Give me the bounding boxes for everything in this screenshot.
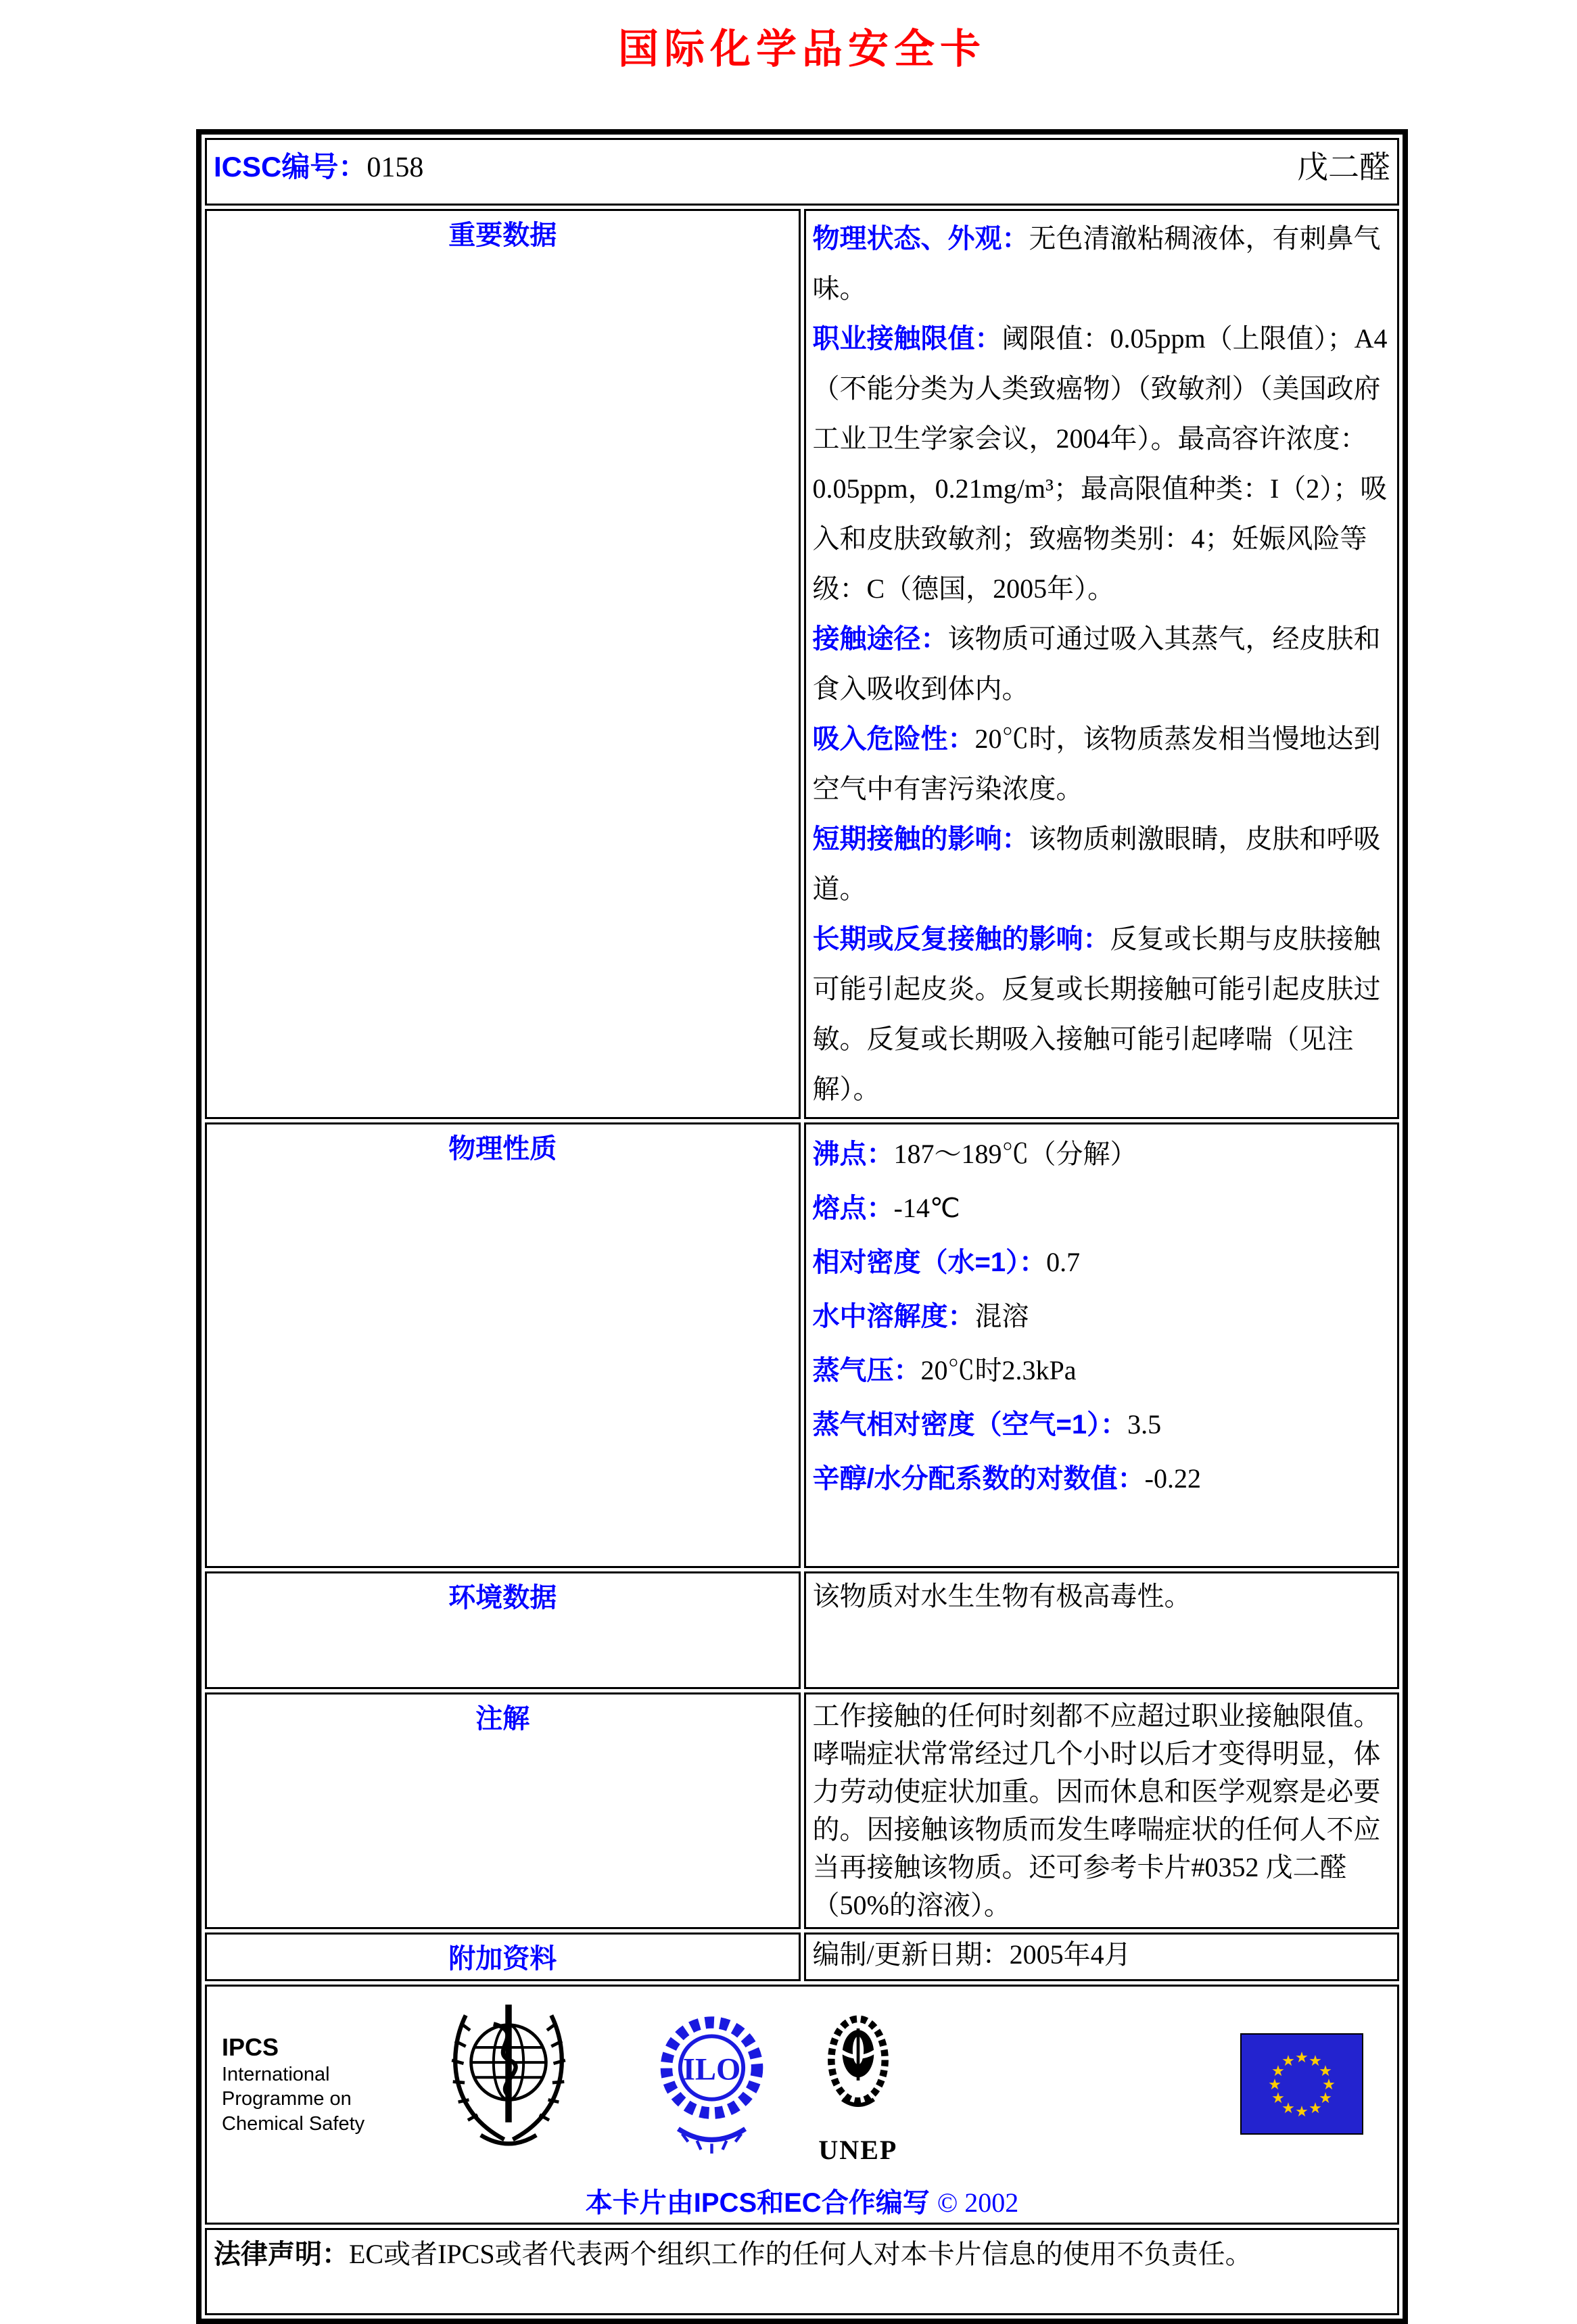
section-label-physical-properties: 物理性质: [205, 1122, 801, 1568]
unep-label: UNEP: [818, 2134, 898, 2165]
svg-text:★: ★: [1295, 2049, 1309, 2066]
physical-property-item: 沸点：187～189℃（分解）: [812, 1139, 1137, 1169]
icsc-number: [214, 145, 423, 185]
physical-properties-row: [205, 1122, 1399, 1568]
physical-property-item: 辛醇/水分配系数的对数值：-0.22: [812, 1463, 1201, 1494]
logos-row: [205, 1985, 1399, 2225]
section-label-environmental-data: 环境数据: [205, 1571, 801, 1689]
ilo-logo-icon: [653, 1999, 771, 2168]
eu-flag-icon: [1240, 2033, 1363, 2135]
important-data-item: 短期接触的影响：该物质刺激眼睛，皮肤和呼吸道。: [812, 824, 1381, 904]
unep-logo: [811, 2003, 905, 2166]
important-data-content: [804, 209, 1400, 1119]
svg-text:★: ★: [1309, 2100, 1322, 2117]
important-data-item: 职业接触限值：阈限值：0.05ppm（上限值）；A4（不能分类为人类致癌物）（致敏剂）（美国政府工业卫生学家会议，2004年）。最高容许浓度：0.05ppm，0.21mg/m³；最高限值种类：I（2）；吸入和皮肤致敏剂；致癌物类别：4；妊娠风险等级：C（德国，2005年）。: [812, 323, 1388, 604]
legal-cell: [205, 2228, 1399, 2315]
section-label-notes: 注解: [205, 1692, 801, 1929]
environmental-data-content: [804, 1571, 1400, 1689]
physical-property-item: 水中溶解度：混溶: [812, 1301, 1029, 1331]
notes-row: [205, 1692, 1399, 1929]
logos-cell: [205, 1985, 1399, 2225]
svg-text:★: ★: [1271, 2063, 1285, 2080]
environmental-data-text: 该物质对水生生物有极高毒性。: [812, 1581, 1192, 1611]
header-cell: [205, 138, 1399, 206]
svg-text:★: ★: [1309, 2053, 1322, 2070]
physical-property-item: 蒸气压：20℃时2.3kPa: [812, 1355, 1077, 1385]
chemical-name: 戊二醛: [1297, 150, 1390, 185]
physical-property-item: 熔点：-14℃: [812, 1193, 960, 1223]
footer-caption-text: 本卡片由IPCS和EC合作编写: [585, 2188, 930, 2218]
section-label-additional-info: 附加资料: [205, 1932, 801, 1981]
important-data-row: [205, 209, 1399, 1119]
svg-text:★: ★: [1281, 2100, 1295, 2117]
who-logo-icon: [444, 1996, 573, 2172]
svg-text:ILO: ILO: [682, 2052, 741, 2087]
important-data-item: 接触途径：该物质可通过吸入其蒸气，经皮肤和食入吸收到体内。: [812, 623, 1381, 704]
physical-properties-content: [804, 1122, 1400, 1568]
legal-row: [205, 2228, 1399, 2315]
additional-info-text: 编制/更新日期：2005年4月: [812, 1939, 1131, 1970]
page-title: 国际化学品安全卡: [618, 27, 986, 72]
footer-caption-year: © 2002: [937, 2187, 1019, 2218]
physical-property-item: 蒸气相对密度（空气=1）：3.5: [812, 1409, 1162, 1440]
svg-text:★: ★: [1319, 2063, 1332, 2080]
svg-text:★: ★: [1319, 2090, 1332, 2107]
ipcs-text-block: IPCS International Programme on Chemical Safety: [222, 2033, 365, 2135]
ipcs-title: IPCS: [222, 2033, 279, 2062]
legal-notice: [214, 2233, 1390, 2271]
legal-text: EC或者IPCS或者代表两个组织工作的任何人对本卡片信息的使用不负责任。: [349, 2239, 1252, 2269]
legal-label: 法律声明：: [214, 2239, 349, 2269]
svg-text:★: ★: [1268, 2077, 1281, 2093]
header-row: [205, 138, 1399, 206]
icsc-card-table: [196, 129, 1408, 2324]
svg-text:★: ★: [1322, 2077, 1336, 2093]
important-data-item: 长期或反复接触的影响：反复或长期与皮肤接触可能引起皮炎。反复或长期接触可能引起皮肤过敏。反复或长期吸入接触可能引起哮喘（见注解）。: [812, 924, 1381, 1104]
page: [196, 17, 1408, 2324]
notes-content: [804, 1692, 1400, 1929]
additional-info-row: [205, 1932, 1399, 1981]
section-label-important-data: 重要数据: [205, 209, 801, 1119]
svg-text:★: ★: [1295, 2104, 1309, 2120]
icsc-number-label: ICSC编号：: [214, 151, 367, 183]
svg-text:★: ★: [1281, 2053, 1295, 2070]
physical-property-item: 相对密度（水=1）：0.7: [812, 1247, 1081, 1277]
important-data-item: 物理状态、外观：无色清澈粘稠液体，有刺鼻气味。: [812, 223, 1381, 304]
important-data-item: 吸入危险性：20℃时，该物质蒸发相当慢地达到空气中有害污染浓度。: [812, 724, 1381, 804]
additional-info-content: [804, 1932, 1400, 1981]
footer-caption: [214, 2181, 1390, 2220]
unep-logo-icon: [811, 2003, 905, 2138]
environmental-data-row: [205, 1571, 1399, 1689]
notes-text: 工作接触的任何时刻都不应超过职业接触限值。哮喘症状常常经过几个小时以后才变得明显，体力劳动使症状加重。因而休息和医学观察是必要的。因接触该物质而发生哮喘症状的任何人不应当再接触该物质。还可参考卡片#0352 戊二醛（50%的溶液）。: [812, 1701, 1381, 1920]
icsc-number-value: 0158: [367, 152, 424, 183]
svg-text:★: ★: [1271, 2090, 1285, 2107]
